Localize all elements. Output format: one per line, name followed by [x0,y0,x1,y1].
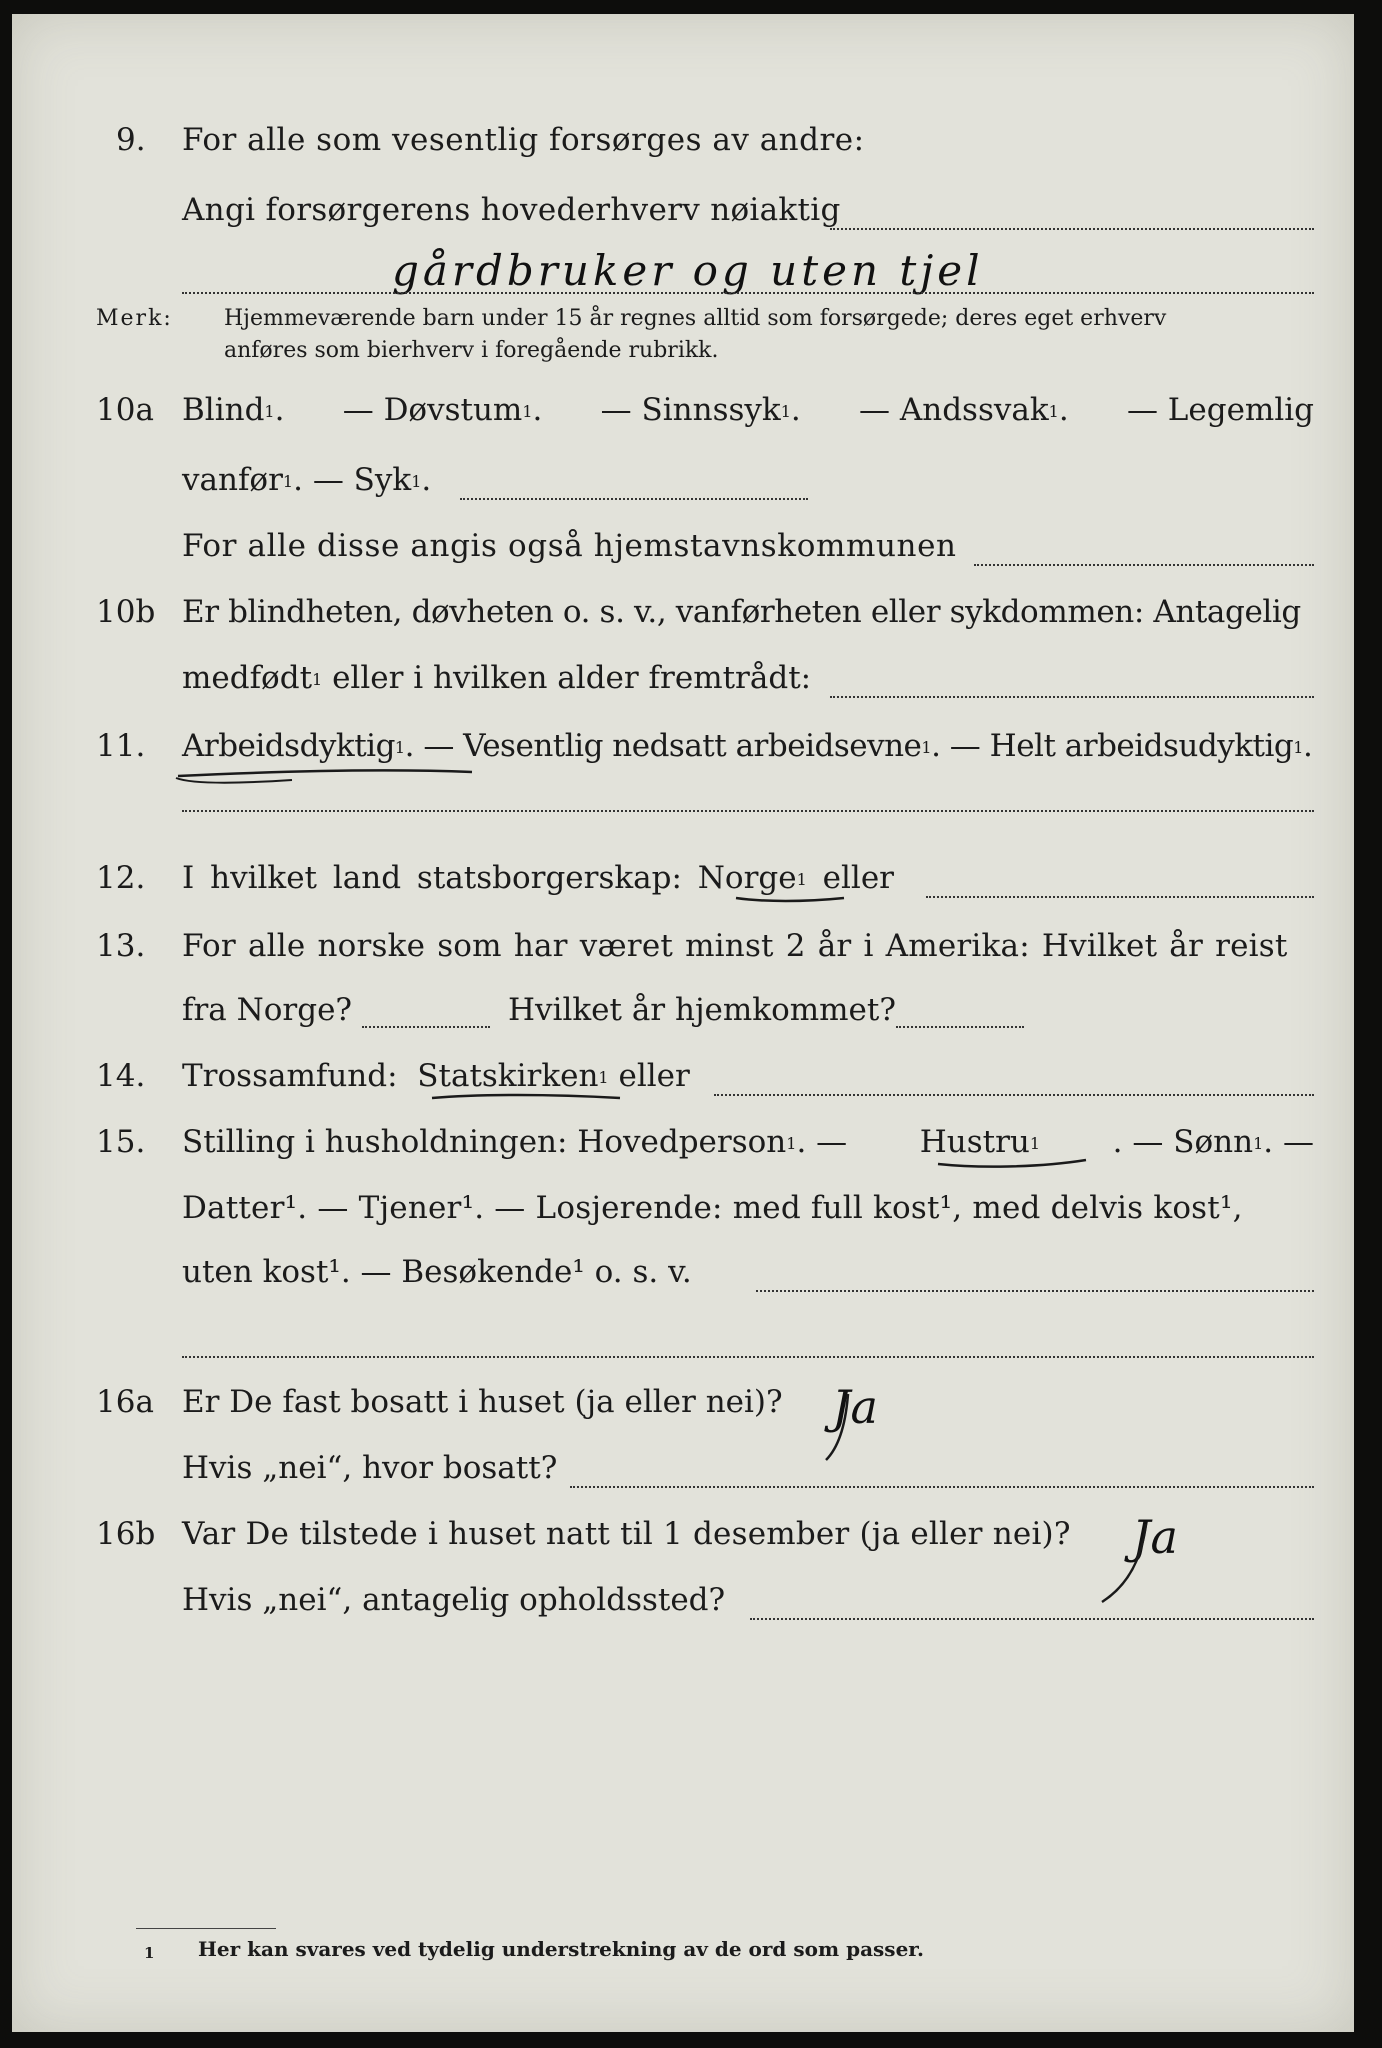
q9-number: 9. [116,122,146,158]
q15-line1: Stilling i husholdningen: Hovedperson$^1$. — Hustru$^1$ . — Sønn$^1$. — [182,1124,1314,1160]
hustru-underline-mark [936,1156,1096,1172]
q10a-line1 [182,390,1314,430]
q11-line: Arbeidsdyktig$^1$. — Vesentlig nedsatt arbeidsevne$^1$. — Helt arbeidsudyktig$^1$. [182,728,1313,764]
q16b-handwritten-answer: Ja [1132,1510,1178,1564]
footnote-rule [136,1928,276,1929]
q16a-line2: Hvis „nei“, hvor bosatt? [182,1450,558,1486]
q16b-line1: Var De tilstede i huset natt til 1 desember (ja eller nei)? [182,1516,1071,1552]
q13-hjemkommet-dots [896,1026,1024,1028]
q13-number: 13. [96,928,146,964]
q11-number: 11. [96,728,146,764]
q12-line: I hvilket land statsborgerskap: Norge$^1$ eller [182,860,894,896]
q16b-number: 16b [96,1516,156,1552]
q15-line3: uten kost¹. — Besøkende¹ o. s. v. [182,1254,692,1290]
q15-line3-dots [756,1290,1314,1292]
merk-line1: Hjemmeværende barn under 15 år regnes alltid som forsørgede; deres eget erhverv [224,306,1167,331]
q10b-line1: Er blindheten, døvheten o. s. v., vanførheten eller sykdommen: Antagelig [182,594,1301,630]
q16a-handwritten-answer: Ja [832,1380,878,1434]
q13-line2a: fra Norge? [182,992,353,1028]
q14-dots [714,1094,1314,1096]
q13-line1: For alle norske som har været minst 2 år i Amerika: Hvilket år reist [182,928,1288,964]
q16a-line2-dots [570,1486,1314,1488]
opt-arbeidsdyktig: Arbeidsdyktig$^1$ [182,728,405,764]
q14-line: Trossamfund: Statskirken$^1$ eller [182,1058,690,1094]
opt-sinnssyk: — Sinnssyk$^1$. [600,392,801,428]
footnote-text: Her kan svares ved tydelig understrekning av de ord som passer. [198,1937,924,1961]
q10a-line3: For alle disse angis også hjemstavnskommunen [182,528,957,564]
q15-answer-line [182,1356,1314,1358]
q16a-pen-stroke [818,1390,878,1470]
q10a-number: 10a [96,392,154,428]
q9-handwritten-answer: gårdbruker og uten tjel [392,246,984,295]
q16a-line1: Er De fast bosatt i huset (ja eller nei)? [182,1384,783,1420]
opt-norge: Norge$^1$ [697,860,807,896]
footnote-mark: 1 [144,1944,155,1962]
statskirken-underline-mark [430,1090,630,1104]
q14-number: 14. [96,1058,146,1094]
opt-statskirken: Statskirken$^1$ [417,1058,609,1094]
q11-answer-line [182,810,1314,812]
q10b-line2: medfødt$^1$ eller i hvilken alder fremtrådt: [182,660,812,696]
q10b-line2-dots [830,696,1314,698]
q9-line2: Angi forsørgerens hovederhverv nøiaktig [182,192,841,228]
q16b-pen-stroke [1094,1520,1174,1610]
opt-blind: Blind$^1$. [182,392,285,428]
census-form-page [12,14,1354,2032]
q16a-number: 16a [96,1384,154,1420]
opt-dovstum: — Døvstum$^1$. [342,392,543,428]
opt-andssvak: — Andssvak$^1$. [859,392,1069,428]
q9-line1: For alle som vesentlig forsørges av andre: [182,122,865,158]
q12-number: 12. [96,860,146,896]
norge-underline-mark [734,892,854,906]
merk-line2: anføres som bierhverv i foregående rubrikk. [224,338,719,363]
q15-line2: Datter¹. — Tjener¹. — Losjerende: med full kost¹, med delvis kost¹, [182,1190,1243,1226]
opt-legemlig: — Legemlig [1126,392,1314,428]
q13-line2b: Hvilket år hjemkommet? [508,992,896,1028]
merk-label: Merk: [96,306,173,331]
opt-hustru: Hustru$^1$ [919,1124,1041,1160]
q10a-syk-dots [460,498,808,500]
q10a-line2: vanfør$^1$. — Syk$^1$. [182,462,432,498]
q16b-line2-dots [750,1618,1314,1620]
q13-reist-dots [362,1026,490,1028]
q9-answer-line [182,292,1314,294]
q10a-line3-dots [974,564,1314,566]
q16b-line2: Hvis „nei“, antagelig opholdssted? [182,1582,726,1618]
q15-number: 15. [96,1124,146,1160]
q12-dots [926,896,1314,898]
arbeidsdyktig-underline-mark [172,762,482,792]
q10b-number: 10b [96,594,156,630]
q9-line2-dots [830,228,1314,230]
